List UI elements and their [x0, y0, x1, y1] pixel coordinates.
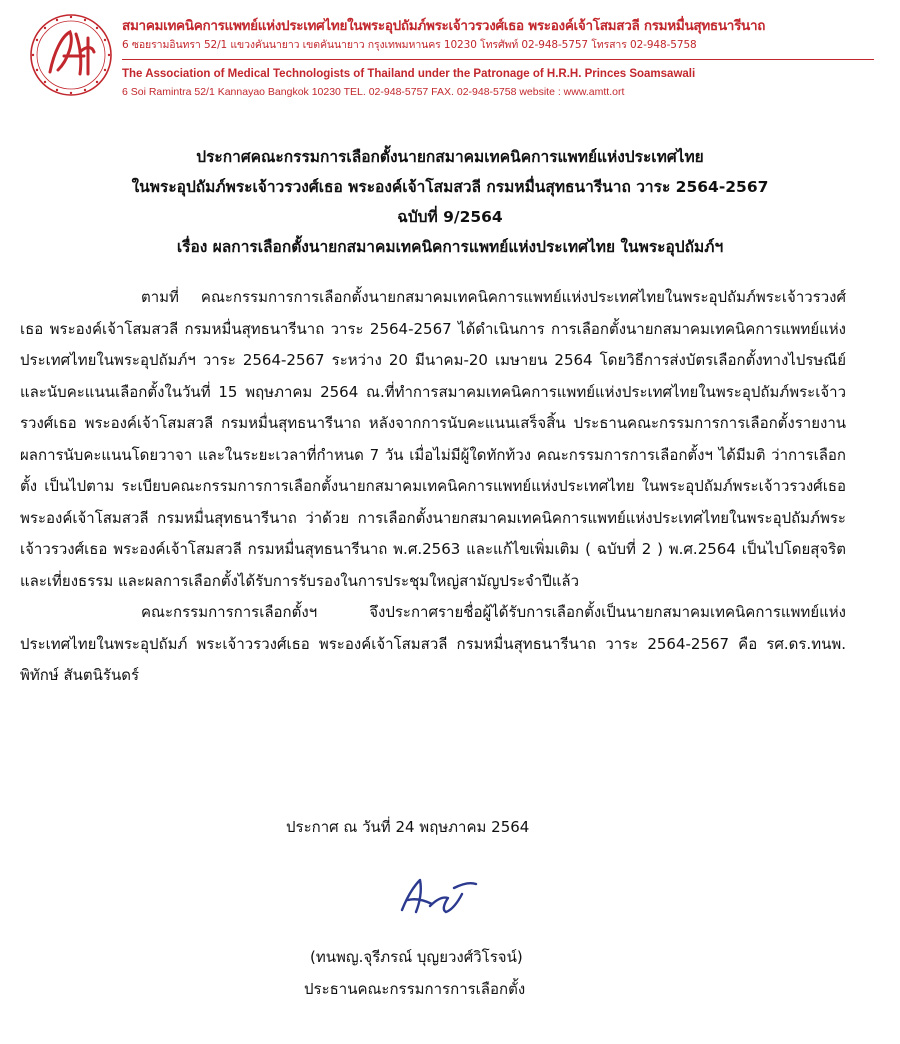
signer-name: (ทนพญ.จุรีภรณ์ บุญยวงศ์วิโรจน์): [310, 948, 523, 966]
title-line-1: ประกาศคณะกรรมการเลือกตั้งนายกสมาคมเทคนิคการแพทย์แห่งประเทศไทย: [196, 148, 704, 166]
letterhead: [22, 6, 882, 106]
letterhead-divider: [122, 59, 874, 60]
association-seal-logo: [28, 12, 114, 98]
signature-image: [392, 870, 482, 920]
association-name-thai: สมาคมเทคนิคการแพทย์แห่งประเทศไทยในพระอุปถัมภ์พระเจ้าวรวงศ์เธอ พระองค์เจ้าโสมสวลี กรมหมื่นสุทธนารีนาถ: [122, 18, 766, 34]
signer-title: ประธานคณะกรรมการการเลือกตั้ง: [304, 980, 526, 998]
body-paragraph-1: ตามที่ คณะกรรมการการเลือกตั้งนายกสมาคมเทคนิคการแพทย์แห่งประเทศไทยในพระอุปถัมภ์พระเจ้าวรวงศ์เธอ พระองค์เจ้าโสมสวลี กรมหมื่นสุทธนารีนาถ วาระ 2564-2567 ได้ดำเนินการ การเลือกตั้งนายกสมาคมเทคนิคการแพทย์แห่งประเทศไทยในพระอุปถัมภ์ฯ วาระ 2564-2567 ระหว่าง 20 มีนาคม-20 เมษายน 2564 โดยวิธีการส่งบัตรเลือกตั้งทางไปรษณีย์ และนับคะแนนเลือกตั้งในวันที่ 15 พฤษภาคม 2564 ณ.ที่ทำการสมาคมเทคนิคการแพทย์แห่งประเทศไทยในพระอุปถัมภ์พระเจ้าวรวงศ์เธอ พระองค์เจ้าโสมสวลี กรมหมื่นสุทธนารีนาถ หลังจากการนับคะแนนเสร็จสิ้น ประธานคณะกรรมการการเลือกตั้งรายงานผลการนับคะแนนโดยวาจา และในระยะเวลาที่กำหนด 7 วัน เมื่อไม่มีผู้ใดทักท้วง คณะกรรมการการเลือกตั้งฯ ได้มีมติ ว่าการเลือกตั้ง เป็นไปตาม ระเบียบคณะกรรมการการเลือกตั้งนายกสมาคมเทคนิคการแพทย์แห่งประเทศไทย ในพระอุปถัมภ์พระเจ้าวรวงศ์เธอ พระองค์เจ้าโสมสวลี กรมหมื่นสุทธนารีนาถ ว่าด้วย การเลือกตั้งนายกสมาคมเทคนิคการแพทย์แห่งประเทศไทยในพระอุปถัมภ์พระเจ้าวรวงศ์เธอ พระองค์เจ้าโสมสวลี กรมหมื่นสุทธนารีนาถ พ.ศ.2563 และแก้ไขเพิ่มเติม ( ฉบับที่ 2 ) พ.ศ.2564 เป็นไปโดยสุจริตและเที่ยงธรรม และผลการเลือกตั้งได้รับการรับรองในการประชุมใหญ่สามัญประจำปีแล้ว: [20, 288, 846, 590]
association-address-english: 6 Soi Ramintra 52/1 Kannayao Bangkok 10230 TEL. 02-948-5757 FAX. 02-948-5758 website : www.amtt.ort: [122, 86, 625, 98]
announcement-titles: [0, 142, 900, 262]
body-paragraph-2: คณะกรรมการการเลือกตั้งฯ จึงประกาศรายชื่อผู้ได้รับการเลือกตั้งเป็นนายกสมาคมเทคนิคการแพทย์แห่งประเทศไทยในพระอุปถัมภ์ พระเจ้าวรวงศ์เธอ พระองค์เจ้าโสมสวลี กรมหมื่นสุทธนารีนาถ วาระ 2564-2567 คือ รศ.ดร.ทนพ. พิทักษ์ สันตนิรันดร์: [20, 603, 846, 684]
association-name-english: The Association of Medical Technologists of Thailand under the Patronage of H.R.H. Princes Soamsawali: [122, 68, 696, 80]
title-line-2: ในพระอุปถัมภ์พระเจ้าวรวงศ์เธอ พระองค์เจ้าโสมสวลี กรมหมื่นสุทธนารีนาถ วาระ 2564-2567: [131, 178, 769, 196]
announcement-subject: เรื่อง ผลการเลือกตั้งนายกสมาคมเทคนิคการแพทย์แห่งประเทศไทย ในพระอุปถัมภ์ฯ: [176, 238, 724, 256]
association-address-thai: 6 ซอยรามอินทรา 52/1 แขวงคันนายาว เขตคันนายาว กรุงเทพมหานคร 10230 โทรศัพท์ 02-948-5757 โทรสาร 02-948-5758: [122, 39, 697, 51]
announcement-body: [20, 282, 846, 692]
announcement-number: ฉบับที่ 9/2564: [397, 208, 503, 226]
announcement-date: ประกาศ ณ วันที่ 24 พฤษภาคม 2564: [286, 818, 530, 836]
